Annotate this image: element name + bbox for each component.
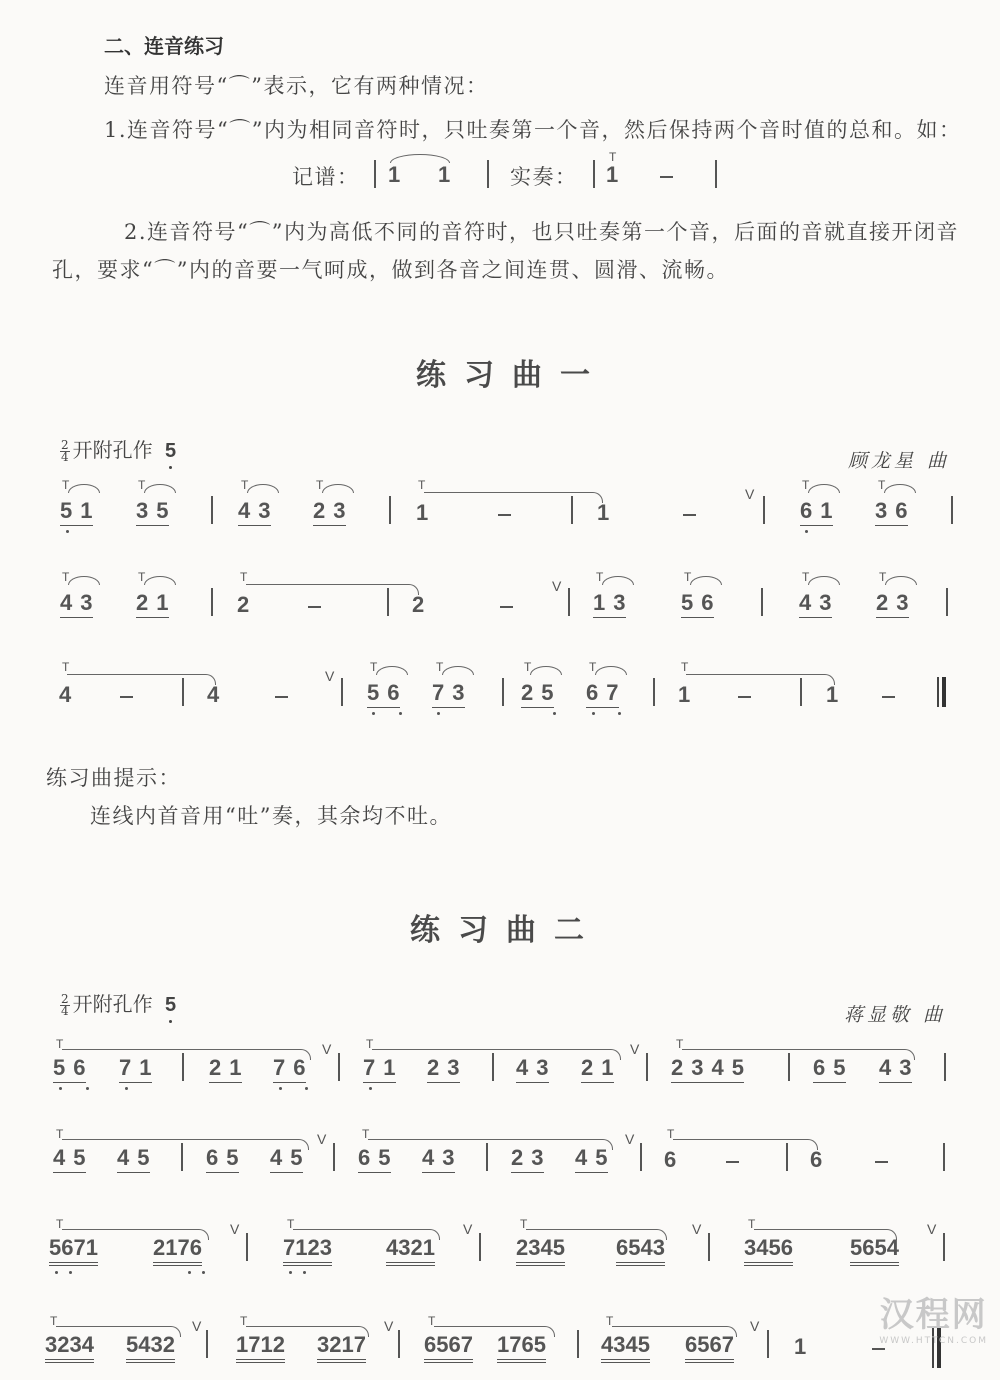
note: 6 xyxy=(810,1147,823,1172)
slur-icon xyxy=(68,484,100,493)
note-group: 3 5 xyxy=(136,498,169,526)
fingering-text: 开附孔作 xyxy=(72,992,153,1016)
breath-mark: V xyxy=(692,1221,702,1237)
final-barline xyxy=(937,677,946,707)
breath-mark: V xyxy=(625,1131,635,1147)
dash xyxy=(660,176,673,178)
note: 1 xyxy=(678,682,691,707)
fingering-note: 5 xyxy=(165,440,177,462)
barline xyxy=(389,496,391,524)
note: 1 xyxy=(606,162,619,187)
exercise-2-row-3: T 5671 2176 V T 7123 4321 V T 2345 6543 V T 3456 5654 V xyxy=(0,1215,1000,1285)
tips-text: 连线内首音用“吐”奏，其余均不吐。 xyxy=(90,804,452,828)
ts-bottom: 4 xyxy=(61,1004,69,1018)
ts-bottom: 4 xyxy=(61,450,69,464)
note-group: 7 1 xyxy=(119,1055,152,1083)
note: 2 xyxy=(237,592,250,617)
exercise-2-composer: 蒋显敬 曲 xyxy=(844,1004,947,1026)
barline xyxy=(571,496,573,524)
note-group: 5 6 xyxy=(681,590,714,618)
note-group: 5 6 xyxy=(53,1055,86,1083)
note-group: 4 5 xyxy=(575,1145,608,1173)
note-group: 4 3 xyxy=(60,590,93,618)
note-group: 2 5 xyxy=(521,680,554,708)
note: 1 xyxy=(826,682,839,707)
note-group: 2 3 4 5 xyxy=(671,1055,744,1083)
note-group: 5671 xyxy=(49,1235,98,1266)
intro-text: 连音用符号“⌒”表示，它有两种情况： xyxy=(104,74,489,98)
point-2-line-1: 2.连音符号“⌒”内为高低不同的音符时，也只吐奏第一个音，后面的音就直接开闭音 xyxy=(124,220,960,244)
exercise-2-title: 练习曲二 xyxy=(410,913,602,948)
note-group: 2176 xyxy=(153,1235,202,1266)
note: 1 xyxy=(416,500,429,525)
note-group: 5432 xyxy=(126,1332,175,1363)
fingering-note: 5 xyxy=(165,994,177,1016)
note: 6 xyxy=(664,1147,677,1172)
breath-mark: V xyxy=(745,486,755,502)
note-group: 5 1 xyxy=(60,498,93,526)
tie-icon xyxy=(246,584,419,595)
note-group: 6567 xyxy=(685,1332,734,1363)
tie-icon xyxy=(424,492,603,503)
tongue-mark: T xyxy=(609,150,617,164)
note-group: 7 6 xyxy=(273,1055,306,1083)
note-group: 6543 xyxy=(616,1235,665,1266)
note: 1 xyxy=(794,1334,807,1359)
note: 1 xyxy=(438,162,451,187)
breath-mark: V xyxy=(317,1131,327,1147)
watermark-logo: 汉程网 xyxy=(879,1295,988,1335)
note-group: 2 1 xyxy=(581,1055,614,1083)
note-group: 4 5 xyxy=(53,1145,86,1173)
note-group: 3456 xyxy=(744,1235,793,1266)
exercise-2-row-1: T 5 6 7 1 2 1 7 6 V T 7 1 2 3 4 3 2 1 V T 2 3 4 5 6 5 4 3 xyxy=(0,1035,1000,1105)
note-group: 3234 xyxy=(45,1332,94,1363)
note-group: 4345 xyxy=(601,1332,650,1363)
note-group: 7 3 xyxy=(432,680,465,708)
note-group: 2 1 xyxy=(136,590,169,618)
barline xyxy=(593,160,595,188)
note-group: 1765 xyxy=(497,1332,546,1363)
note-group: 6 5 xyxy=(813,1055,846,1083)
note-group: 5 6 xyxy=(367,680,400,708)
tips-heading: 练习曲提示： xyxy=(46,766,181,790)
played-label: 实奏： xyxy=(510,165,578,189)
ts-top: 2 xyxy=(61,992,69,1006)
breath-mark: V xyxy=(230,1221,240,1237)
breath-mark: V xyxy=(750,1318,760,1334)
exercise-1-key xyxy=(60,434,176,463)
slur-icon xyxy=(884,484,916,493)
exercise-2-row-2: T 4 5 4 5 6 5 4 5 V T 6 5 4 3 2 3 4 5 V T 6 6 xyxy=(0,1125,1000,1195)
exercise-2-row-4: T 3234 5432 V T 1712 3217 V T 6567 1765 T 4345 6567 V 1 xyxy=(0,1310,1000,1380)
slur-icon xyxy=(247,484,279,493)
exercise-1-title: 练习曲一 xyxy=(416,358,608,393)
note-group: 4 3 xyxy=(799,590,832,618)
exercise-2-key xyxy=(60,988,176,1017)
note-group: 2 3 xyxy=(313,498,346,526)
breath-mark: V xyxy=(384,1318,394,1334)
barline xyxy=(487,160,489,188)
time-signature xyxy=(60,994,70,1017)
note: 4 xyxy=(207,682,220,707)
note-group: 3217 xyxy=(317,1332,366,1363)
note-group: 3 6 xyxy=(875,498,908,526)
note-group: 1 3 xyxy=(593,590,626,618)
barline xyxy=(715,160,717,188)
breath-mark: V xyxy=(192,1318,202,1334)
watermark xyxy=(879,1287,988,1346)
exercise-1-row-3: T 4 4 V T 5 6 T 7 3 T 2 5 T 6 7 T 1 1 xyxy=(0,660,1000,730)
note-group: 6 5 xyxy=(358,1145,391,1173)
note-group: 6 5 xyxy=(206,1145,239,1173)
point-2-line-2: 孔，要求“⌒”内的音要一气呵成，做到各音之间连贯、圆滑、流畅。 xyxy=(52,258,729,282)
note-group: 5654 xyxy=(850,1235,899,1266)
note-group: 2 3 xyxy=(427,1055,460,1083)
exercise-1-composer: 顾龙星 曲 xyxy=(848,450,951,472)
notated-label: 记谱： xyxy=(292,165,360,189)
exercise-1-row-1: T 5 1 T 3 5 T 4 3 T 2 3 T 1 1 V T 6 1 T 3 6 xyxy=(0,478,1000,548)
point-1-text: 1.连音符号“⌒”内为相同音符时，只吐奏第一个音，然后保持两个音时值的总和。如： xyxy=(104,118,962,142)
breath-mark: V xyxy=(927,1221,937,1237)
note-group: 1712 xyxy=(236,1332,285,1363)
barline xyxy=(951,496,953,524)
note-group: 6567 xyxy=(424,1332,473,1363)
note-group: 6 1 xyxy=(800,498,833,526)
note-group: 7123 xyxy=(283,1235,332,1266)
slur-icon xyxy=(144,484,176,493)
watermark-url: WWW.HTTCN.COM xyxy=(879,1336,988,1346)
time-signature xyxy=(60,440,70,463)
fingering-text: 开附孔作 xyxy=(72,438,153,462)
barline xyxy=(374,160,376,188)
breath-mark: V xyxy=(630,1041,640,1057)
note-group: 6 7 xyxy=(586,680,619,708)
breath-mark: V xyxy=(325,668,335,684)
note-group: 4 5 xyxy=(117,1145,150,1173)
note-group: 4 3 xyxy=(238,498,271,526)
note-group: 2345 xyxy=(516,1235,565,1266)
note: 1 xyxy=(388,162,401,187)
ts-top: 2 xyxy=(61,438,69,452)
note: 1 xyxy=(597,500,610,525)
note-group: 4 5 xyxy=(270,1145,303,1173)
barline xyxy=(763,496,765,524)
barline xyxy=(211,496,213,524)
slur-icon xyxy=(808,484,840,493)
note: 4 xyxy=(59,682,72,707)
note-group: 4 3 xyxy=(516,1055,549,1083)
note-group: 2 1 xyxy=(209,1055,242,1083)
note-group: 2 3 xyxy=(876,590,909,618)
breath-mark: V xyxy=(322,1041,332,1057)
section-heading: 二、连音练习 xyxy=(104,34,224,58)
note-group: 7 1 xyxy=(363,1055,396,1083)
breath-mark: V xyxy=(552,578,562,594)
slur-icon xyxy=(322,484,354,493)
exercise-1-row-2: T 4 3 T 2 1 T 2 2 V T 1 3 T 5 6 T 4 3 T 2 3 xyxy=(0,570,1000,640)
note-group: 4321 xyxy=(386,1235,435,1266)
note-group: 4 3 xyxy=(879,1055,912,1083)
note-group: 4 3 xyxy=(422,1145,455,1173)
note-group: 2 3 xyxy=(511,1145,544,1173)
note: 2 xyxy=(412,592,425,617)
breath-mark: V xyxy=(463,1221,473,1237)
